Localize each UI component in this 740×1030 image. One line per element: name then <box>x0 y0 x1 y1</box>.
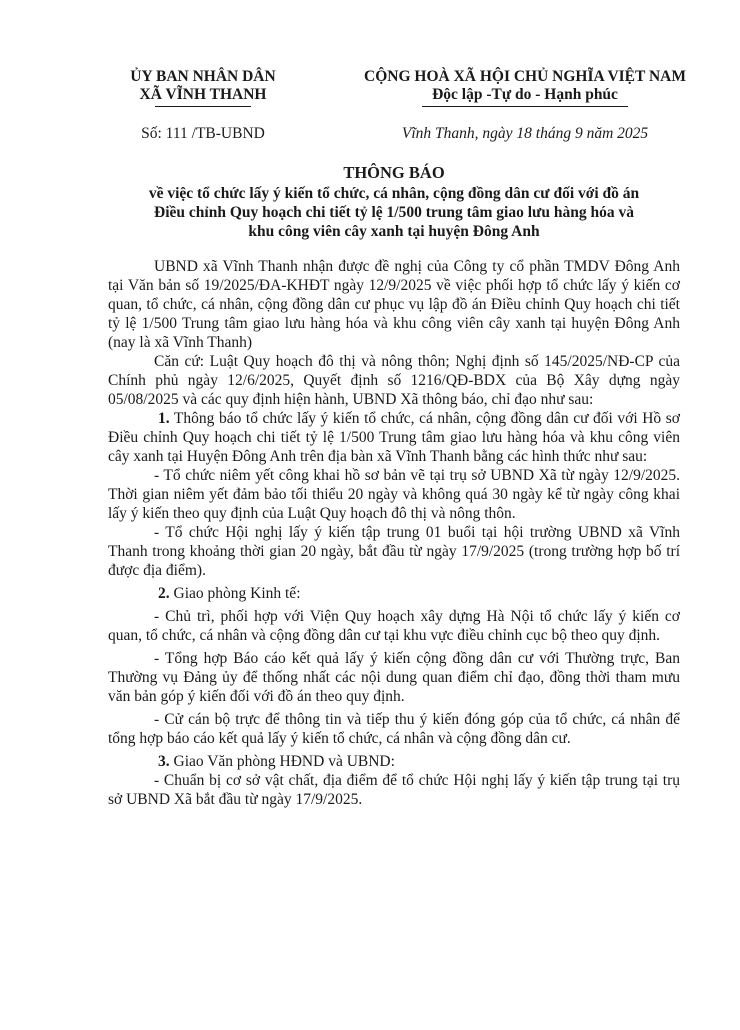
agency-line-1: ỦY BAN NHÂN DÂN <box>130 68 276 85</box>
place-date: Vĩnh Thanh, ngày 18 tháng 9 năm 2025 <box>401 125 649 142</box>
national-title <box>360 68 690 107</box>
section-2 <box>108 584 680 603</box>
document-number: Số: 111 /TB-UBND <box>141 125 265 142</box>
section-2-bullet-2: - Tổng hợp Báo cáo kết quả lấy ý kiến cộng đồng dân cư với Thường trực, Ban Thường vụ Đảng ủy để thống nhất các nội dung quan điểm chỉ đạo, đồng thời tham mưu văn bản góp ý kiến đối với đồ án theo quy định. <box>108 650 680 705</box>
document-header <box>108 68 686 107</box>
section-2-bullet-1: - Chủ trì, phối hợp với Viện Quy hoạch xây dựng Hà Nội tổ chức lấy ý kiến cơ quan, tổ chức, cá nhân và cộng đồng dân cư tại khu vực điều chỉnh cục bộ theo quy định. <box>108 608 680 644</box>
title-line-2: Điều chỉnh Quy hoạch chi tiết tỷ lệ 1/500 trung tâm giao lưu hàng hóa và <box>154 204 634 221</box>
title-main: THÔNG BÁO <box>343 163 445 182</box>
paragraph-intro: UBND xã Vĩnh Thanh nhận được đề nghị của Công ty cổ phần TMDV Đông Anh tại Văn bản số 19/2025/ĐA-KHĐT ngày 12/9/2025 về việc phối hợp tổ chức lấy ý kiến cơ quan, tổ chức, cá nhân, cộng đồng dân cư phục vụ lập đồ án Điều chỉnh Quy hoạch chi tiết tỷ lệ 1/500 Trung tâm giao lưu hàng hóa và khu công viên cây xanh tại huyện Đông Anh (nay là xã Vĩnh Thanh) <box>108 258 680 351</box>
paragraph-basis: Căn cứ: Luật Quy hoạch đô thị và nông thôn; Nghị định số 145/2025/NĐ-CP của Chính phủ ngày 12/6/2025, Quyết định số 1216/QĐ-BDX của Bộ Xây dựng ngày 05/08/2025 và các quy định hiện hành, UBND Xã thông báo, chỉ đạo như sau: <box>108 353 680 408</box>
issuing-agency <box>108 68 298 107</box>
document-body <box>108 257 680 809</box>
nation-line-1: CỘNG HOÀ XÃ HỘI CHỦ NGHĨA VIỆT NAM <box>364 68 686 85</box>
section-1-number: 1. <box>158 410 170 427</box>
motto-underline <box>422 106 628 107</box>
reference-row <box>108 125 680 143</box>
document-title <box>108 163 680 241</box>
section-3-number: 3. <box>158 753 170 770</box>
section-1-text: Thông báo tổ chức lấy ý kiến tổ chức, cá nhân, cộng đồng dân cư đối với Hồ sơ Điều chỉnh Quy hoạch chi tiết tỷ lệ 1/500 Trung tâm giao lưu hàng hóa và khu công viên cây xanh tại Huyện Đông Anh trên địa bàn xã Vĩnh Thanh bằng các hình thức như sau: <box>108 410 680 465</box>
section-2-bullet-3: - Cử cán bộ trực để thông tin và tiếp thu ý kiến đóng góp của tổ chức, cá nhân để tổng hợp báo cáo kết quả lấy ý kiến tổ chức, cá nhân và cộng đồng dân cư. <box>108 711 680 747</box>
title-line-1: về việc tổ chức lấy ý kiến tổ chức, cá nhân, cộng đồng dân cư đối với đồ án <box>148 185 640 202</box>
agency-underline <box>155 106 251 107</box>
section-1-bullet-2: - Tổ chức Hội nghị lấy ý kiến tập trung 01 buổi tại hội trường UBND xã Vĩnh Thanh trong khoảng thời gian 20 ngày, bắt đầu từ ngày 17/9/2025 (trong trường hợp bố trí được địa điểm). <box>108 524 680 579</box>
section-3-text: Giao Văn phòng HĐND và UBND: <box>173 753 395 770</box>
nation-line-2: Độc lập -Tự do - Hạnh phúc <box>432 86 618 103</box>
section-3 <box>108 752 680 771</box>
section-1-bullet-1: - Tổ chức niêm yết công khai hồ sơ bản vẽ tại trụ sở UBND Xã từ ngày 12/9/2025. Thời gian niêm yết đảm bảo tối thiểu 20 ngày và không quá 30 ngày kể từ ngày công khai lấy ý kiến theo quy định của Luật Quy hoạch đô thị và nông thôn. <box>108 467 680 522</box>
section-3-bullet-1: - Chuẩn bị cơ sở vật chất, địa điểm để tổ chức Hội nghị lấy ý kiến tập trung tại trụ sở UBND Xã bắt đầu từ ngày 17/9/2025. <box>108 772 680 808</box>
section-2-number: 2. <box>158 585 170 602</box>
section-2-text: Giao phòng Kinh tế: <box>173 585 301 602</box>
title-line-3: khu công viên cây xanh tại huyện Đông Anh <box>248 223 540 240</box>
agency-line-2: XÃ VĨNH THANH <box>139 86 267 103</box>
section-1 <box>108 409 680 466</box>
